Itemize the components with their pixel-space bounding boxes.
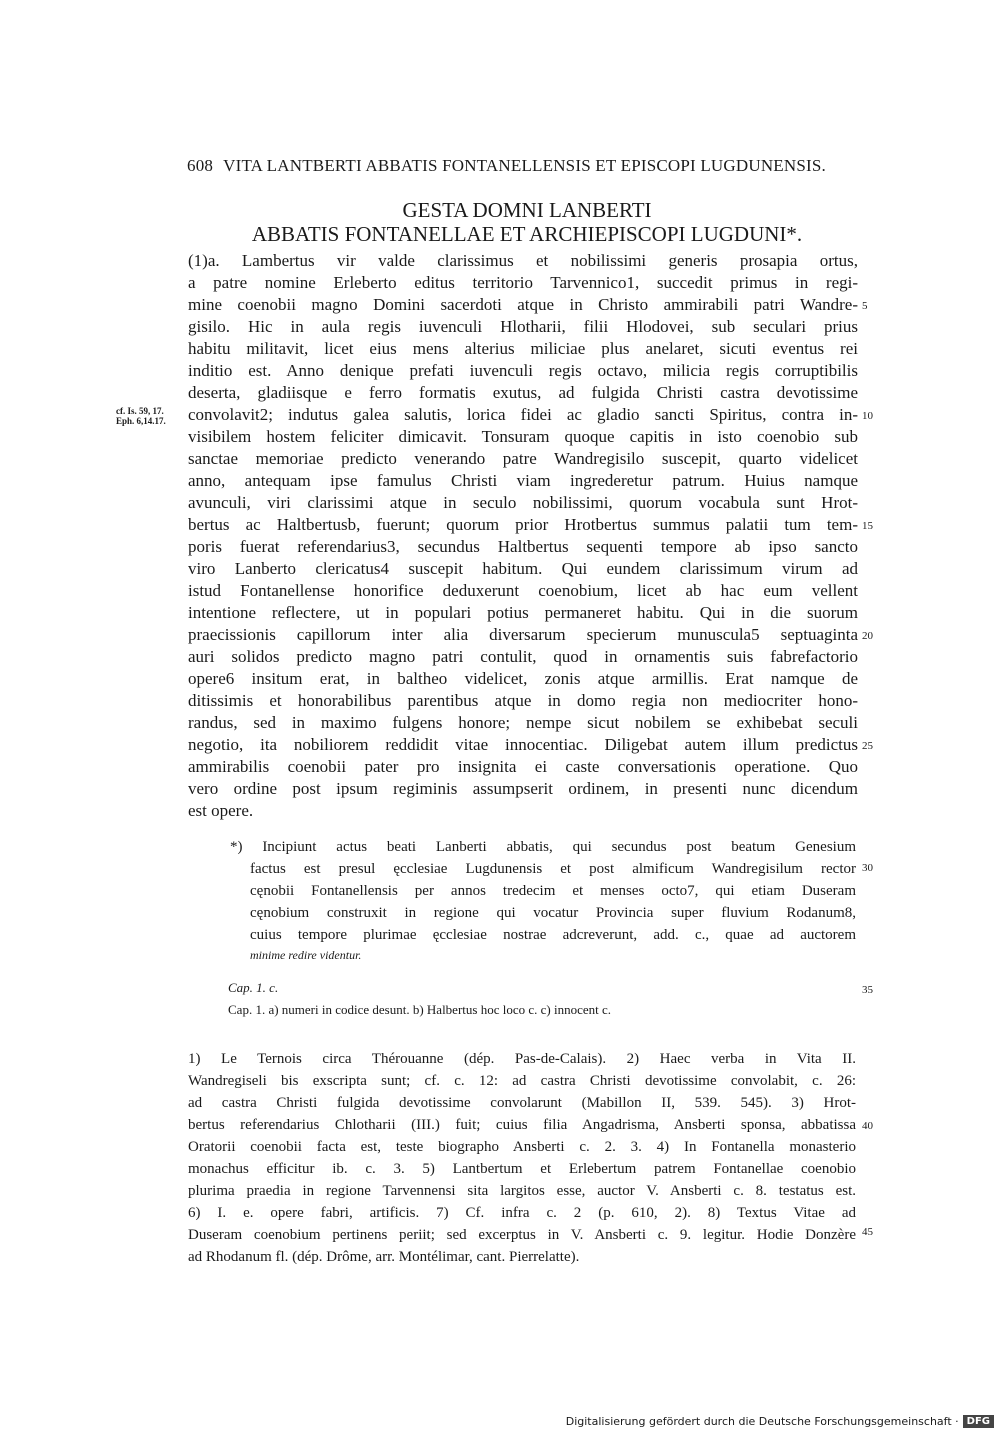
body-line: vero ordine post ipsum regiminis assumpserit ordinem, in presenti nunc dicendum xyxy=(188,779,858,798)
footnote-line: bertus referendarius Chlotharii (III.) fuit; cuius filia Angadrisma, Ansberti sponsa, abbatissa xyxy=(188,1117,856,1133)
line-number: 35 xyxy=(862,984,873,996)
body-line: negotio, ita nobiliorem reddidit vitae innocentiac. Diligebat autem illum predictus xyxy=(188,735,858,754)
body-line: deserta, gladiisque e ferro formatis exutus, ad fulgida Christi castra devotissime xyxy=(188,383,858,402)
apparatus-line: Cap. 1. c. xyxy=(228,980,279,995)
body-line: a patre nomine Erleberto editus territorio Tarvennico1, succedit primus in regi- xyxy=(188,273,858,292)
footnote-line: plurima praedia in regione Tarvennensi sita largitos esse, auctor V. Ansberti c. 8. testatus est. xyxy=(188,1183,856,1199)
star-footnote-line: factus est presul ęcclesiae Lugdunensis et post almificum Wandregisilum rector xyxy=(250,861,856,877)
star-footnote-line: cuius tempore plurimae ęcclesiae nostrae adcreverunt, add. c., quae ad auctorem xyxy=(250,927,856,943)
body-line: habitu militavit, licet eius mens alterius miliciae plus anelaret, sicuti eventus rei xyxy=(188,339,858,358)
body-line: praecissionis capillorum inter alia diversarum specierum munuscula5 septuaginta xyxy=(188,625,858,644)
body-line: randus, sed in maximo fulgens honore; nempe sicut nobilem se exhibebat seculi xyxy=(188,713,858,732)
line-number: 10 xyxy=(862,410,873,422)
star-footnote-line: *) Incipiunt actus beati Lanberti abbatis, qui secundus post beatum Genesium xyxy=(230,839,856,855)
star-footnote-line: cęnobium construxit in regione qui vocatur Provincia super fluvium Rodanum8, xyxy=(250,905,856,921)
page-number: 608 xyxy=(187,156,214,175)
credit-text: Digitalisierung gefördert durch die Deutsche Forschungsgemeinschaft · xyxy=(565,1415,959,1428)
body-line: anno, antequam ipse famulus Christi viam ingrederetur patrum. Huius namque xyxy=(188,471,858,490)
running-header xyxy=(187,156,867,176)
footnote-line: ad castra Christi fulgida devotissime convolarunt (Mabillon II, 539. 545). 3) Hrot- xyxy=(188,1095,856,1111)
footnote-line: monachus efficitur ib. c. 3. 5) Lantbertum et Erlebertum patrem Fontanellae coenobio xyxy=(188,1161,856,1177)
main-title-line-2: ABBATIS FONTANELLAE ET ARCHIEPISCOPI LUGDUNI*. xyxy=(251,222,803,246)
margin-note: cf. Is. 59, 17. Eph. 6,14.17. xyxy=(116,406,166,426)
body-line: avunculi, viri clarissimi atque in seculo nobilissimi, quorum vocabula sunt Hrot- xyxy=(188,493,858,512)
footnote-line: Wandregiseli bis exscripta sunt; cf. c. 12: ad castra Christi devotissime convolabit, c. 26: xyxy=(188,1073,856,1089)
dfg-logo-icon: DFG xyxy=(963,1415,994,1428)
digitization-credit xyxy=(566,1415,994,1428)
footnote-line: Oratorii coenobii facta est, teste biographo Ansberti c. 2. 3. 4) In Fontanella monasterio xyxy=(188,1139,856,1155)
line-number: 25 xyxy=(862,740,873,752)
body-line: ammirabilis coenobii pater pro insignita ei caste conversationis operatione. Quo xyxy=(188,757,858,776)
running-title: VITA LANTBERTI ABBATIS FONTANELLENSIS ET EPISCOPI LUGDUNENSIS. xyxy=(223,156,826,175)
star-footnote-line: cęnobii Fontanellensis per annos tredecim et menses octo7, qui etiam Duseram xyxy=(250,883,856,899)
apparatus-line: Cap. 1. a) numeri in codice desunt. b) Halbertus hoc loco c. c) innocent c. xyxy=(228,1002,612,1017)
body-line: (1)a. Lambertus vir valde clarissimus et nobilissimi generis prosapia ortus, xyxy=(188,251,858,270)
body-line: mine coenobii magno Domini sacerdoti atque in Christo ammirabili patri Wandre- xyxy=(188,295,858,314)
footnote-line: 1) Le Ternois circa Thérouanne (dép. Pas-de-Calais). 2) Haec verba in Vita II. xyxy=(188,1051,856,1067)
body-line: viro Lanberto clericatus4 suscepit habitum. Qui eundem clarissimum virum ad xyxy=(188,559,858,578)
line-number: 30 xyxy=(862,862,873,874)
body-line: inditio est. Anno denique prefati iuvenculi regis octavo, milicia regis corruptibilis xyxy=(188,361,858,380)
body-line: intentione reflectere, ut in populari potius permaneret habitu. Qui in die suorum xyxy=(188,603,858,622)
main-title-line-1: GESTA DOMNI LANBERTI xyxy=(402,198,652,222)
body-line: convolavit2; indutus galea salutis, lorica fidei ac gladio sancti Spiritus, contra in- xyxy=(188,405,858,424)
body-line: poris fuerat referendarius3, secundus Haltbertus sequenti tempore ab ipso sancto xyxy=(188,537,858,556)
line-number: 40 xyxy=(862,1120,873,1132)
line-number: 5 xyxy=(862,300,868,312)
body-line: istud Fontanellense honorifice deduxerunt coenobium, licet ab hac eum vellent xyxy=(188,581,858,600)
body-line: auri solidos predicto magno patri contulit, quod in ornamentis suis fabrefactorio xyxy=(188,647,858,666)
footnote-line: Duseram coenobium pertinens periit; sed excerptus in V. Ansberti c. 9. legitur. Hodie Donzère xyxy=(188,1227,856,1243)
footnote-line: ad Rhodanum fl. (dép. Drôme, arr. Montélimar, cant. Pierrelatte). xyxy=(188,1249,580,1265)
footnote-line: 6) I. e. opere fabri, artificis. 7) Cf. infra c. 2 (p. 610, 2). 8) Textus Vitae ad xyxy=(188,1205,856,1221)
line-number: 20 xyxy=(862,630,873,642)
line-number: 15 xyxy=(862,520,873,532)
star-footnote-line: minime redire videntur. xyxy=(250,948,362,962)
body-line: opere6 insitum erat, in baltheo videlicet, zonis atque armillis. Erat namque de xyxy=(188,669,858,688)
body-line: est opere. xyxy=(188,801,254,820)
line-number: 45 xyxy=(862,1226,873,1238)
body-line: bertus ac Haltbertusb, fuerunt; quorum prior Hrotbertus summus palatii tum tem- xyxy=(188,515,858,534)
body-line: ditissimis et honorabilibus parentibus atque in domo regia non mediocriter hono- xyxy=(188,691,858,710)
body-line: visibilem hostem feliciter dimicavit. Tonsuram quoque capitis in isto coenobio sub xyxy=(188,427,858,446)
body-line: sanctae memoriae predicto venerando patre Wandregisilo suscepit, quarto videlicet xyxy=(188,449,858,468)
body-line: gisilo. Hic in aula regis iuvenculi Hlotharii, filii Hlodovei, sub seculari prius xyxy=(188,317,858,336)
